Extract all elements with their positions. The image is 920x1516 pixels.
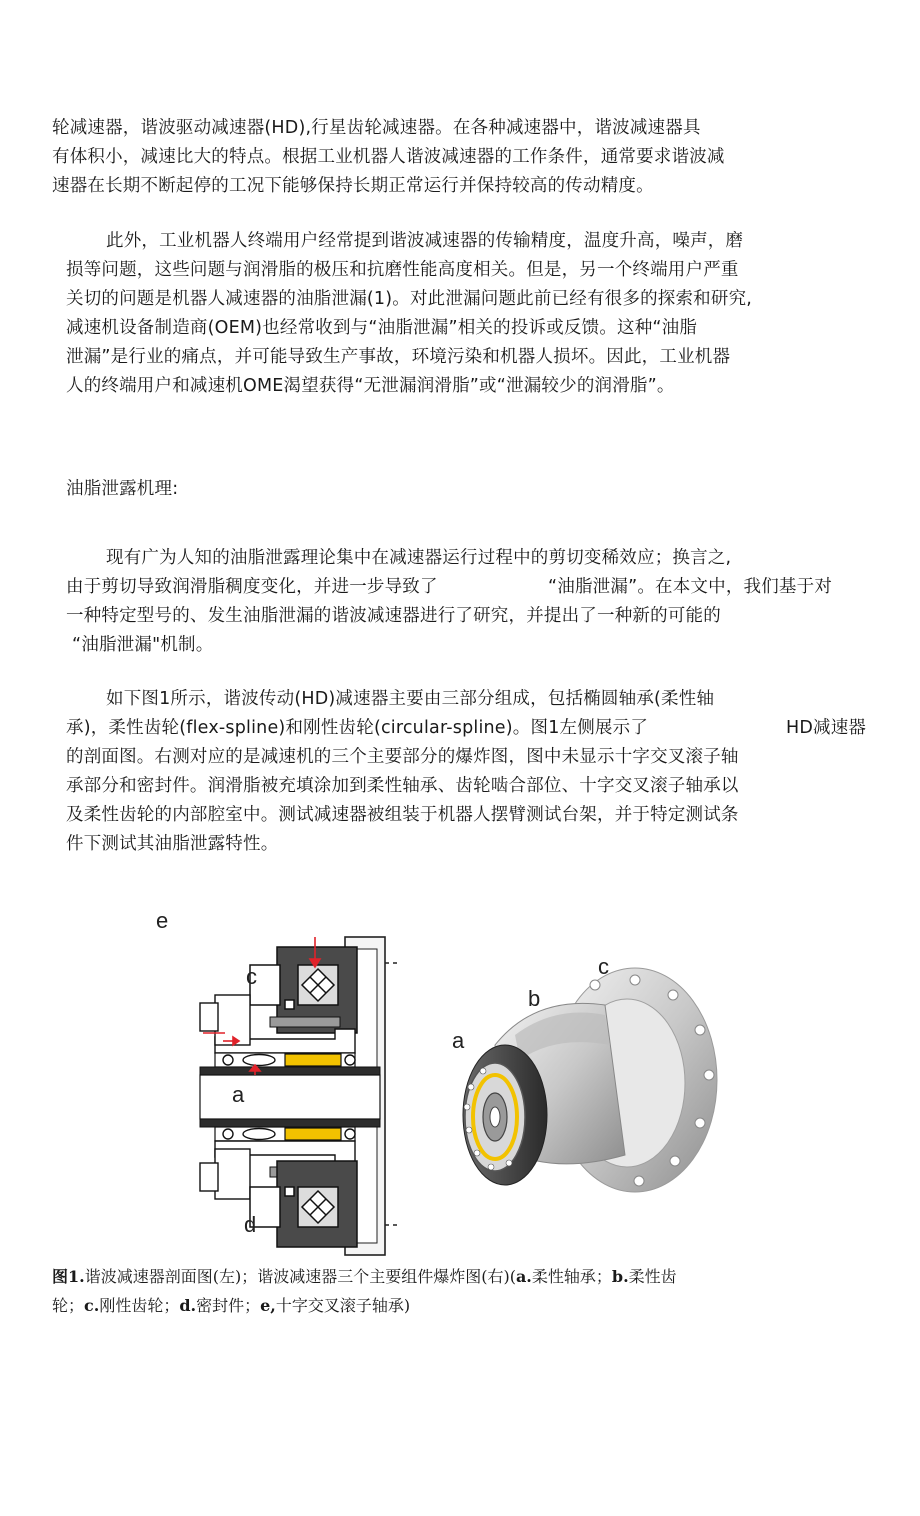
section-heading: 油脂泄露机理: — [66, 479, 179, 499]
caption-text: 轮； — [52, 1296, 85, 1315]
figure-label-b-right: b — [528, 986, 541, 1011]
text-line: 的剖面图。右测对应的是减速机的三个主要部分的爆炸图，图中未显示十字交叉滚子轴 — [66, 747, 739, 767]
harmonic-drive-illustration — [195, 925, 735, 1265]
figure-label-a-left: a — [232, 1082, 245, 1107]
shaft — [200, 1075, 380, 1119]
caption-text: 密封件； — [196, 1296, 261, 1315]
text-line: 此外，工业机器人终端用户经常提到谐波减速器的传输精度，温度升高，噪声，磨 — [106, 231, 744, 251]
caption-key: b. — [611, 1267, 629, 1286]
text-line: 轮减速器，谐波驱动减速器(HD),行星齿轮减速器。在各种减速器中，谐波减速器具 — [52, 118, 701, 138]
text-line: 有体积小，减速比大的特点。根据工业机器人谐波减速器的工作条件，通常要求谐波减 — [52, 147, 725, 167]
caption-key: c. — [84, 1296, 100, 1315]
text-line: 件下测试其油脂泄露特性。 — [66, 834, 279, 854]
text-line: “油脂泄漏"机制。 — [72, 635, 214, 655]
text-line: 承部分和密封件。润滑脂被充填涂加到柔性轴承、齿轮啮合部位、十字交叉滚子轴承以 — [66, 776, 739, 796]
seal-square — [285, 1187, 294, 1196]
flex-bearing-lower — [285, 1128, 341, 1140]
text-line: 人的终端用户和减速机OME渴望获得“无泄漏润滑脂”或“泄漏较少的润滑脂”。 — [66, 376, 675, 396]
text-line: 损等问题，这些问题与润滑脂的极压和抗磨性能高度相关。但是，另一个终端用户严重 — [66, 260, 739, 280]
caption-line-2 — [52, 1294, 410, 1318]
figure-label-d: d — [244, 1212, 257, 1237]
text-line: 由于剪切导致润滑脂稠度变化，并进一步导致了 — [66, 577, 438, 597]
caption-text: 柔性齿 — [628, 1267, 677, 1286]
flex-bearing-upper — [285, 1054, 341, 1066]
text-line: 泄漏”是行业的痛点，并可能导致生产事故，环境污染和机器人损坏。因此，工业机器 — [66, 347, 731, 367]
figure-label-a-right: a — [452, 1028, 465, 1053]
text-line: HD减速器 — [786, 718, 867, 738]
text-line: 如下图1所示，谐波传动(HD)减速器主要由三部分组成，包括椭圆轴承(柔性轴 — [106, 689, 715, 709]
caption-key: d. — [179, 1296, 197, 1315]
text-line: 关切的问题是机器人减速器的油脂泄漏(1)。对此泄漏问题此前已经有很多的探索和研究, — [66, 289, 753, 309]
caption-text: 十字交叉滚子轴承) — [275, 1296, 411, 1315]
caption-text: 谐波减速器剖面图(左)；谐波减速器三个主要组件爆炸图(右)( — [84, 1267, 516, 1286]
text-line: 一种特定型号的、发生油脂泄漏的谐波减速器进行了研究，并提出了一种新的可能的 — [66, 606, 721, 626]
figure-label-c-right: c — [598, 954, 609, 979]
figure-label-e: e — [156, 908, 169, 933]
cross-section-drawing — [200, 937, 400, 1255]
caption-line-1 — [52, 1265, 677, 1289]
text-line: 减速机设备制造商(OEM)也经常收到与“油脂泄漏”相关的投诉或反馈。这种“油脂 — [66, 318, 698, 338]
text-line: 现有广为人知的油脂泄露理论集中在减速器运行过程中的剪切变稀效应；换言之, — [106, 548, 732, 568]
text-line: 及柔性齿轮的内部腔室中。测试减速器被组装于机器人摆臂测试台架，并于特定测试条 — [66, 805, 739, 825]
exploded-view-render — [463, 968, 717, 1192]
caption-key: a. — [515, 1267, 532, 1286]
caption-text: 刚性齿轮； — [99, 1296, 180, 1315]
text-line: 承)，柔性齿轮(flex-spline)和刚性齿轮(circular-spline)。图1左侧展示了 — [66, 718, 649, 738]
text-line: 速器在长期不断起停的工况下能够保持长期正常运行并保持较高的传动精度。 — [52, 176, 654, 196]
caption-key: e, — [260, 1296, 276, 1315]
caption-text: 柔性轴承； — [531, 1267, 612, 1286]
caption-figure-number: 图1. — [52, 1267, 85, 1286]
text-line: “油脂泄漏”。在本文中，我们基于对 — [548, 577, 833, 597]
figure-label-c-left: c — [246, 964, 257, 989]
